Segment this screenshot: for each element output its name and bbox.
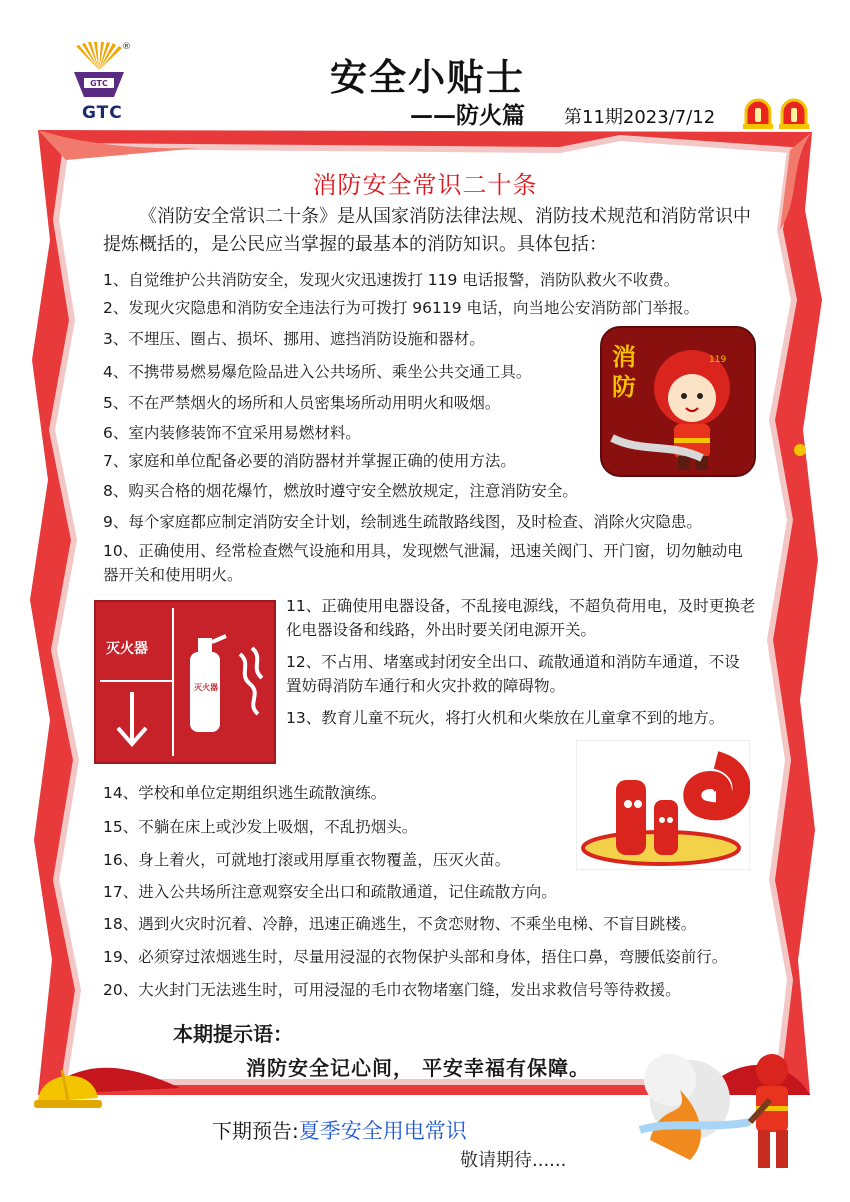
rule-item: 4、不携带易燃易爆危险品进入公共场所、乘坐公共交通工具。 <box>103 363 532 381</box>
alarm-light-icon <box>742 90 810 130</box>
helmet-icon <box>32 1062 104 1114</box>
rule-item: 8、购买合格的烟花爆竹，燃放时遵守安全燃放规定，注意消防安全。 <box>103 482 578 500</box>
rule-item: 9、每个家庭都应制定消防安全计划，绘制逃生疏散路线图，及时检查、消除火灾隐患。 <box>103 513 702 531</box>
intro-paragraph: 《消防安全常识二十条》是从国家消防法律法规、消防技术规范和消防常识中提炼概括的，是公民应当掌握的最基本的消防知识。具体包括： <box>103 206 751 255</box>
arrow-down-icon <box>112 690 152 750</box>
stay-tuned: 敬请期待...... <box>460 1150 567 1171</box>
rule-item: 18、遇到火灾时沉着、冷静，迅速正确逃生，不贪恋财物、不乘坐电梯、不盲目跳楼。 <box>103 915 697 933</box>
rule-item: 11、正确使用电器设备，不乱接电源线，不超负荷用电，及时更换老化电器设备和线路，外出时要关闭电源开关。 <box>286 597 756 639</box>
rule-item: 1、自觉维护公共消防安全，发现火灾迅速拨打 119 电话报警，消防队救火不收费。 <box>103 271 680 289</box>
rule-item: 2、发现火灾隐患和消防安全违法行为可拨打 96119 电话，向当地公安消防部门举报。 <box>103 299 700 317</box>
page-title: 安全小贴士 <box>330 56 525 99</box>
tip-label: 本期提示语： <box>173 1022 293 1046</box>
sign-can-label: 灭火器 <box>194 683 218 692</box>
next-issue-topic: 夏季安全用电常识 <box>298 1119 467 1143</box>
sign-divider <box>100 680 172 682</box>
rule-item: 20、大火封门无法逃生时，可用浸湿的毛巾衣物堵塞门缝，发出求救信号等待救援。 <box>103 981 681 999</box>
rule-item: 19、必须穿过浓烟逃生时，尽量用浸湿的衣物保护头部和身体，捂住口鼻，弯腰低姿前行。 <box>103 948 728 966</box>
extinguisher-cartoon-icon <box>576 740 750 870</box>
slogan: 消防安全记心间， 平安幸福有保障。 <box>246 1056 590 1080</box>
next-issue-label: 下期预告: <box>212 1119 299 1143</box>
page-subtitle: ——防火篇 <box>410 103 525 129</box>
gtc-logo-icon <box>68 42 130 100</box>
extinguisher-sign <box>94 600 276 764</box>
rule-item: 5、不在严禁烟火的场所和人员密集场所动用明火和吸烟。 <box>103 394 501 412</box>
rule-item: 7、家庭和单位配备必要的消防器材并掌握正确的使用方法。 <box>103 452 516 470</box>
section-title: 消防安全常识二十条 <box>312 171 538 199</box>
firefighter-spraying-icon <box>620 1030 830 1180</box>
rule-item: 14、学校和单位定期组织逃生疏散演练。 <box>103 784 387 802</box>
rule-item: 16、身上着火，可就地打滚或用厚重衣物覆盖，压灭火苗。 <box>103 851 511 869</box>
rule-item: 15、不躺在床上或沙发上吸烟，不乱扔烟头。 <box>103 818 418 836</box>
rule-item: 6、室内装修装饰不宜采用易燃材料。 <box>103 424 361 442</box>
registered-mark: ® <box>122 42 131 52</box>
rule-item: 17、进入公共场所注意观察安全出口和疏散通道，记住疏散方向。 <box>103 883 557 901</box>
rule-item: 13、教育儿童不玩火，将打火机和火柴放在儿童拿不到的地方。 <box>286 709 725 727</box>
svg-text:GTC: GTC <box>90 79 108 88</box>
badge-number: 119 <box>709 355 727 365</box>
sign-divider <box>172 608 174 756</box>
logo-text: GTC <box>82 103 123 123</box>
rule-item: 3、不埋压、圈占、损坏、挪用、遮挡消防设施和器材。 <box>103 330 485 348</box>
rule-item: 10、正确使用、经常检查燃气设施和用具，发现燃气泄漏，迅速关阀门、开门窗，切勿触动电器开关和使用明火。 <box>103 542 743 584</box>
mascot-badge <box>600 326 756 477</box>
badge-label: 消防 <box>612 343 636 401</box>
rule-item: 12、不占用、堵塞或封闭安全出口、疏散通道和消防车通道，不设置妨碍消防车通行和火灾扑救的障碍物。 <box>286 653 740 695</box>
next-issue <box>212 1115 467 1145</box>
sign-label: 灭火器 <box>106 641 148 657</box>
issue-date: 第11期2023/7/12 <box>564 107 716 128</box>
